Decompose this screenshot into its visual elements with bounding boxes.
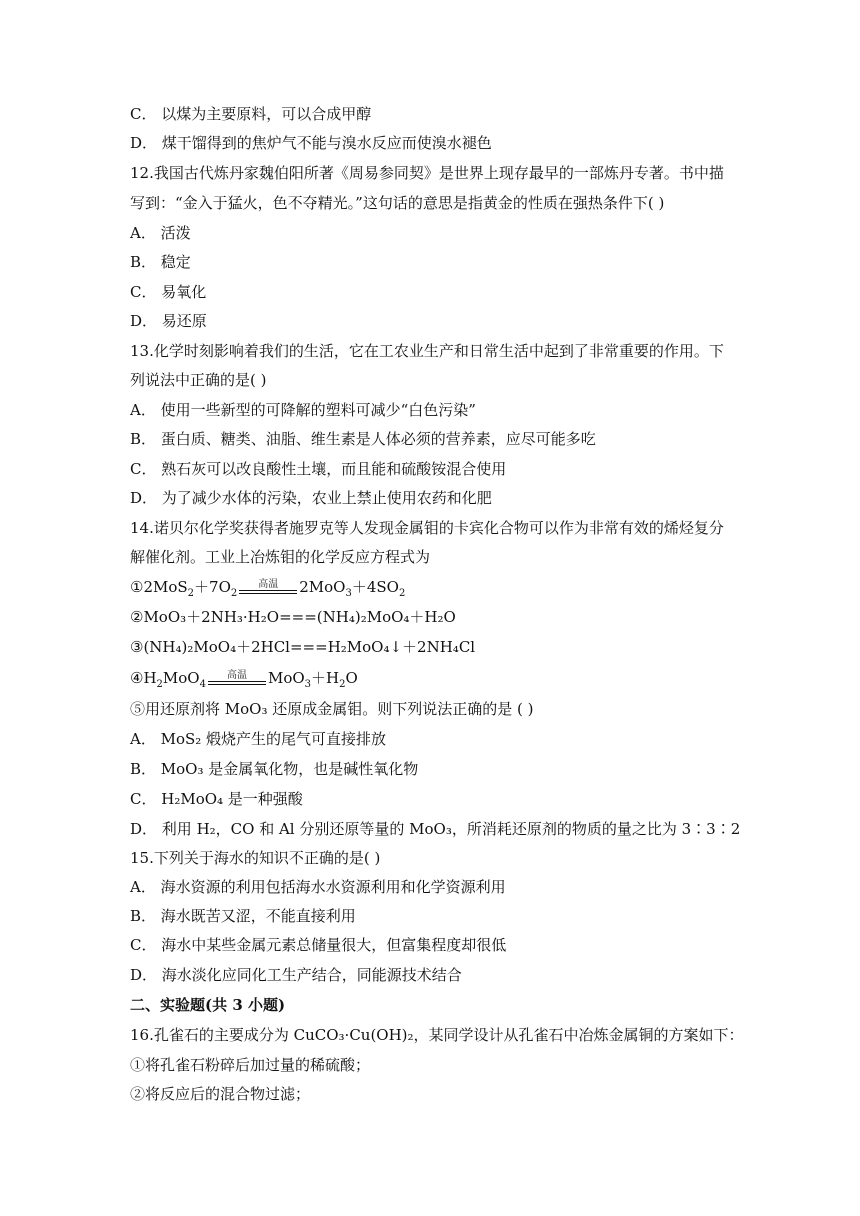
high-temperature-condition [237,577,299,597]
option-a-q14: A． MoS₂ 煅烧产生的尾气可直接排放 [130,730,387,748]
subscript: 2 [398,588,406,599]
option-a-q15: A． 海水资源的利用包括海水水资源利用和化学资源利用 [130,878,506,896]
equals-bar-top [208,681,266,682]
reaction-2: ②MoO₃＋2NH₃·H₂O===(NH₄)₂MoO₄＋H₂O [130,608,456,626]
option-c-q11: C． 以煤为主要原料，可以合成甲醇 [130,105,372,123]
question-14-line-1: 14.诺贝尔化学奖获得者施罗克等人发现金属钼的卡宾化合物可以作为非常有效的烯烃复分 [130,519,724,537]
option-d-q11: D． 煤干馏得到的焦炉气不能与溴水反应而使溴水褪色 [130,134,492,152]
subscript: 3 [345,588,352,599]
option-c-q12: C． 易氧化 [130,283,207,301]
option-b-q14: B． MoO₃ 是金属氧化物，也是碱性氧化物 [130,760,419,778]
question-16-step-2: ②将反应后的混合物过滤； [130,1085,311,1103]
reaction-1-reactant-b: ＋7O [194,578,231,596]
subscript: 2 [230,588,238,599]
question-15: 15.下列关于海水的知识不正确的是( ) [130,849,381,867]
reaction-4 [130,668,750,688]
condition-label: 高温 [226,670,247,681]
subscript: 2 [187,588,195,599]
subscript: 4 [199,679,206,690]
question-16-step-1: ①将孔雀石粉碎后加过量的稀硫酸； [130,1056,371,1074]
option-c-q14: C． H₂MoO₄ 是一种强酸 [130,790,303,808]
question-16-stem: 16.孔雀石的主要成分为 CuCO₃·Cu(OH)₂，某同学设计从孔雀石中冶炼金属铜的方案如下： [130,1026,744,1044]
option-a-q12: A． 活泼 [130,224,191,242]
reaction-4-reactant-tail: MoO [162,669,200,687]
option-b-q13: B． 蛋白质、糖类、油脂、维生素是人体必须的营养素，应尽可能多吃 [130,430,596,448]
question-14-line-2: 解催化剂。工业上冶炼钼的化学反应方程式为 [130,548,431,566]
subscript: 2 [156,679,163,690]
reaction-1-product-a: 2MoO [299,578,346,596]
reaction-3: ③(NH₄)₂MoO₄＋2HCl===H₂MoO₄↓＋2NH₄Cl [130,638,476,656]
subscript: 3 [304,679,312,690]
reaction-1-reactant-a: ①2MoS [130,578,188,596]
section-heading: 二、实验题(共 3 小题) [130,996,286,1014]
reaction-5-stem: ⑤用还原剂将 MoO₃ 还原成金属钼。则下列说法正确的是 ( ) [130,700,534,718]
reaction-4-reactant: ④H [130,669,157,687]
high-temperature-condition [206,668,268,688]
equals-bar-top [239,590,297,591]
question-13-line-2: 列说法中正确的是( ) [130,371,267,389]
condition-label: 高温 [258,579,279,590]
option-c-q15: C． 海水中某些金属元素总储量很大，但富集程度却很低 [130,936,507,954]
option-d-q15: D． 海水淡化应同化工生产结合，同能源技术结合 [130,966,462,984]
question-12-line-2: 写到：“金入于猛火，色不夺精光。”这句话的意思是指黄金的性质在强热条件下( ) [130,194,665,212]
option-b-q15: B． 海水既苦又涩，不能直接利用 [130,907,356,925]
option-d-q14: D． 利用 H₂，CO 和 Al 分别还原等量的 MoO₃，所消耗还原剂的物质的量之比为 3∶3∶2 [130,820,741,838]
reaction-4-product-a: MoO [267,669,305,687]
equals-bar-bottom [239,593,297,594]
reaction-4-product-b-tail: O [345,669,358,687]
option-d-q13: D． 为了减少水体的污染，农业上禁止使用农药和化肥 [130,489,492,507]
reaction-4-product-b: ＋H [311,669,340,687]
question-13-line-1: 13.化学时刻影响着我们的生活，它在工农业生产和日常生活中起到了非常重要的作用。下 [130,342,724,360]
reaction-1-product-b: ＋4SO [351,578,399,596]
subscript: 2 [339,679,346,690]
option-d-q12: D． 易还原 [130,312,207,330]
question-12-line-1: 12.我国古代炼丹家魏伯阳所著《周易参同契》是世界上现存最早的一部炼丹专著。书中描 [130,164,724,182]
reaction-1 [130,577,750,597]
option-b-q12: B． 稳定 [130,253,191,271]
equals-bar-bottom [208,684,266,685]
option-a-q13: A． 使用一些新型的可降解的塑料可减少“白色污染” [130,401,476,419]
option-c-q13: C． 熟石灰可以改良酸性土壤，而且能和硫酸铵混合使用 [130,460,507,478]
